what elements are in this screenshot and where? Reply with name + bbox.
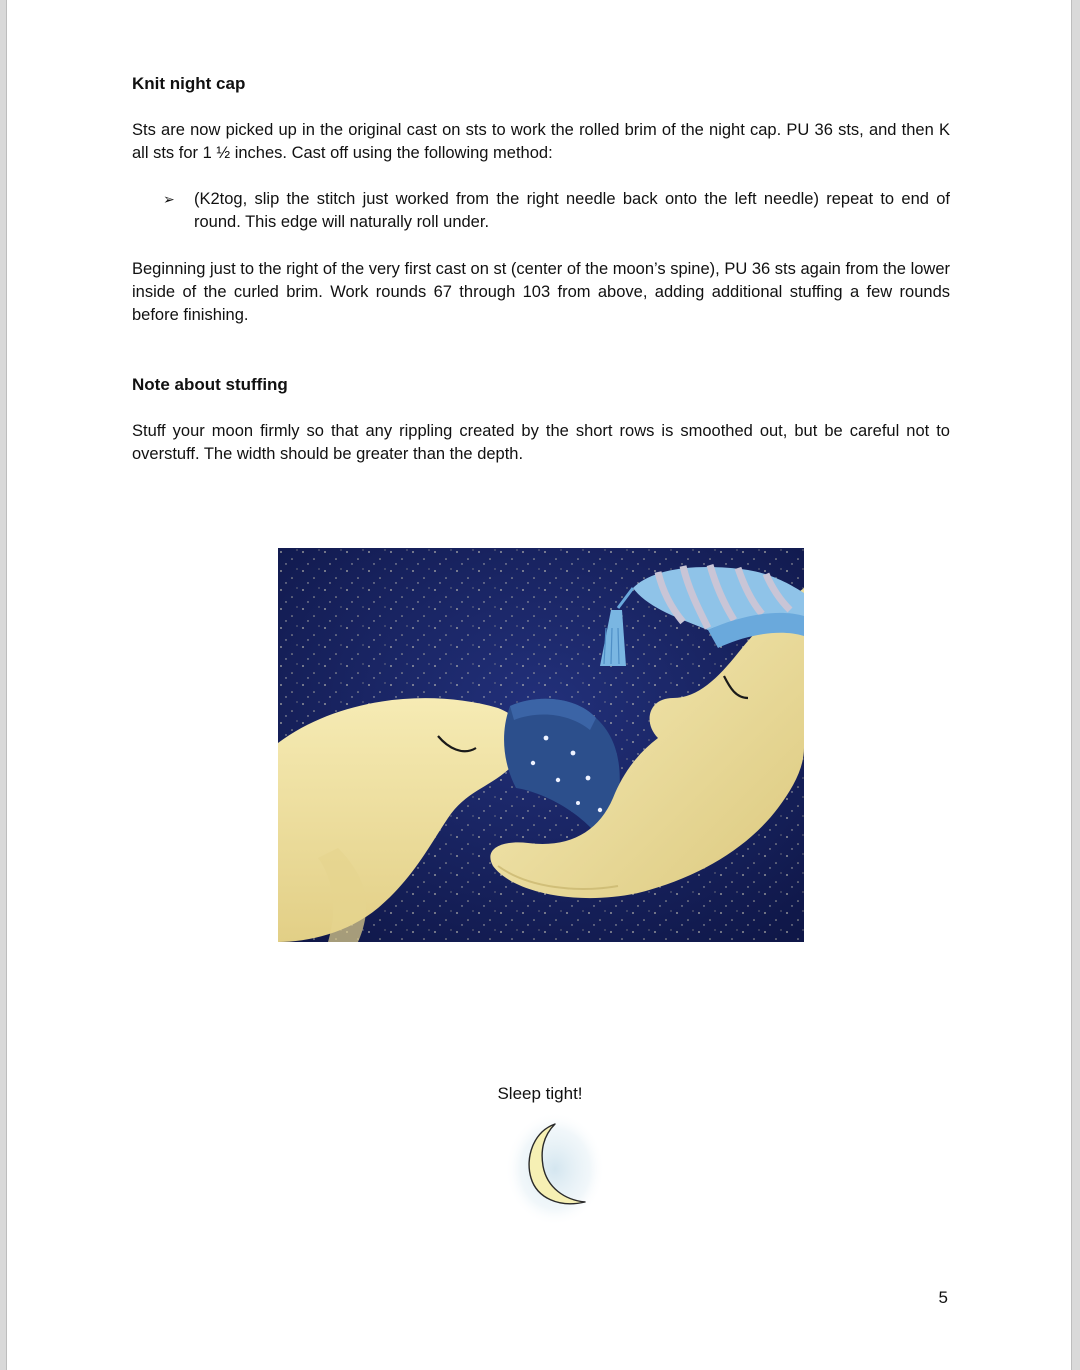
heading-note-about-stuffing: Note about stuffing [132,375,288,394]
arrow-bullet-icon: ➢ [163,191,175,207]
bullet-text: (K2tog, slip the stitch just worked from the right needle back onto the left needle) repeat to end of round. This edge will naturally roll under. [194,190,950,231]
page-number: 5 [938,1288,948,1307]
sleep-tight-caption: Sleep tight! [497,1084,583,1103]
knitted-moons-photo [278,548,804,942]
paragraph-beginning: Beginning just to the right of the very first cast on st (center of the moon’s spine), PU 36 sts again from the lower inside of the curled brim. Work rounds 67 through 103 from above, adding additional stuffing a few rounds before finishing. [132,260,950,324]
heading-knit-night-cap: Knit night cap [132,74,246,93]
paragraph-pick-up-sts: Sts are now picked up in the original cast on sts to work the rolled brim of the night cap. PU 36 sts, and then K all sts for 1 ½ inches. Cast off using the following method: [132,121,950,162]
document-page [6,0,1072,1370]
paragraph-stuffing: Stuff your moon firmly so that any rippling created by the short rows is smoothed out, but be careful not to overstuff. The width should be greater than the depth. [132,422,950,463]
crescent-moon-icon [503,1110,607,1228]
